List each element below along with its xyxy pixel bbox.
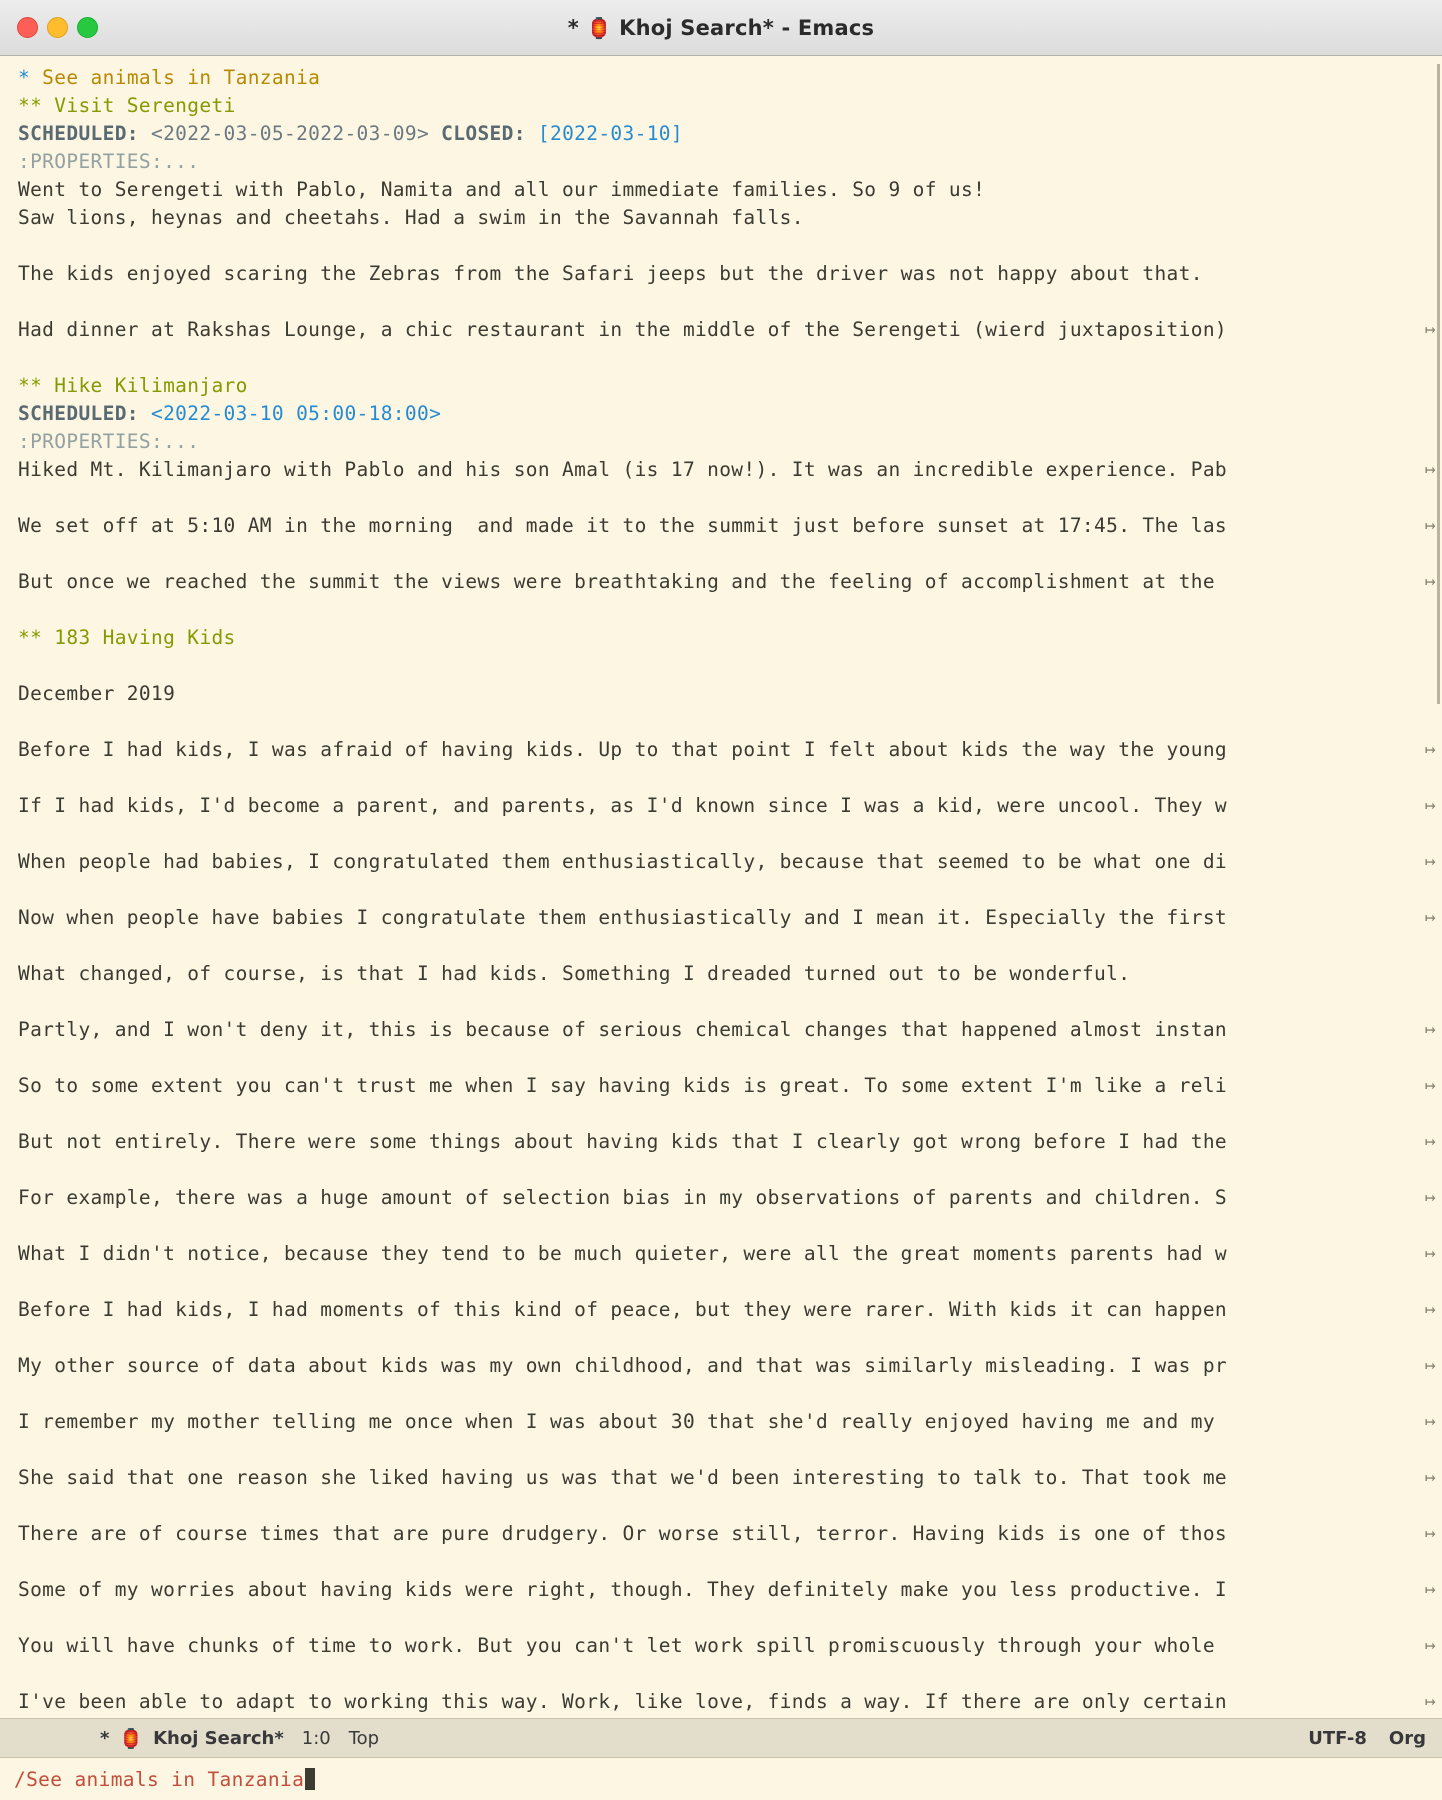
org-paragraph: The kids enjoyed scaring the Zebras from the Safari jeeps but the driver was not happy about that. <box>18 262 1203 285</box>
org-planning-line-serengeti: SCHEDULED: <2022-03-05-2022-03-09> CLOSED: [2022-03-10] <box>18 122 683 145</box>
org-date-line: December 2019 <box>18 682 176 705</box>
line-continuation-icon: ↦ <box>1424 795 1436 816</box>
window-title-prefix: * <box>567 15 587 40</box>
minibuffer-text: /See animals in Tanzania <box>14 1767 305 1791</box>
line-continuation-icon: ↦ <box>1424 459 1436 480</box>
blank-line <box>18 540 1442 568</box>
mode-line-coding-system: UTF-8 <box>1308 1727 1367 1749</box>
line-continuation-icon: ↦ <box>1424 1411 1436 1432</box>
minibuffer[interactable] <box>0 1758 1442 1800</box>
minimize-button[interactable] <box>47 17 68 38</box>
blank-line <box>18 1380 1442 1408</box>
org-properties-drawer-kilimanjaro[interactable]: :PROPERTIES:... <box>18 430 200 453</box>
blank-line <box>18 1324 1442 1352</box>
line-continuation-icon: ↦ <box>1424 1523 1436 1544</box>
org-bullet-icon: * <box>18 66 31 89</box>
blank-line <box>18 708 1442 736</box>
line-continuation-icon: ↦ <box>1424 1019 1436 1040</box>
buffer-text-area[interactable] <box>0 56 1442 1718</box>
org-paragraph: Partly, and I won't deny it, this is because of serious chemical changes that happened almost instan ↦ <box>18 1016 1442 1044</box>
window-title <box>0 16 1442 40</box>
blank-line <box>18 596 1442 624</box>
blank-line <box>18 344 1442 372</box>
blank-line <box>18 1100 1442 1128</box>
khoj-lantern-icon: 🏮 <box>119 1727 144 1750</box>
org-paragraph: You will have chunks of time to work. But you can't let work spill promiscuously through your whole ↦ <box>18 1632 1442 1660</box>
blank-line <box>18 1604 1442 1632</box>
line-continuation-icon: ↦ <box>1424 571 1436 592</box>
blank-line <box>18 1492 1442 1520</box>
blank-line <box>18 988 1442 1016</box>
org-paragraph: We set off at 5:10 AM in the morning and made it to the summit just before sunset at 17:45. The las ↦ <box>18 512 1442 540</box>
blank-line <box>18 820 1442 848</box>
org-paragraph: Some of my worries about having kids were right, though. They definitely make you less productive. I ↦ <box>18 1576 1442 1604</box>
org-paragraph: Hiked Mt. Kilimanjaro with Pablo and his son Amal (is 17 now!). It was an incredible experience. Pab ↦ <box>18 456 1442 484</box>
mode-line-right <box>1308 1728 1426 1749</box>
org-paragraph: Had dinner at Rakshas Lounge, a chic restaurant in the middle of the Serengeti (wierd juxtaposition) ↦ <box>18 316 1442 344</box>
org-paragraph: What changed, of course, is that I had kids. Something I dreaded turned out to be wonderful. <box>18 962 1131 985</box>
line-continuation-icon: ↦ <box>1424 1635 1436 1656</box>
line-continuation-icon: ↦ <box>1424 1579 1436 1600</box>
org-body-line: Went to Serengeti with Pablo, Namita and all our immediate families. So 9 of us! <box>18 178 986 201</box>
org-paragraph: Before I had kids, I was afraid of having kids. Up to that point I felt about kids the way the young ↦ <box>18 736 1442 764</box>
mode-line-buffer-info <box>100 1727 379 1750</box>
line-continuation-icon: ↦ <box>1424 1243 1436 1264</box>
blank-line <box>18 1268 1442 1296</box>
line-continuation-icon: ↦ <box>1424 851 1436 872</box>
buffer-lines <box>0 64 1442 1716</box>
org-heading-level1-text: See animals in Tanzania <box>30 66 321 89</box>
blank-line <box>18 1044 1442 1072</box>
text-cursor <box>305 1768 315 1790</box>
khoj-lantern-icon: 🏮 <box>586 15 612 40</box>
zoom-button[interactable] <box>77 17 98 38</box>
line-continuation-icon: ↦ <box>1424 319 1436 340</box>
blank-line <box>18 1156 1442 1184</box>
org-paragraph: I remember my mother telling me once when I was about 30 that she'd really enjoyed having me and my ↦ <box>18 1408 1442 1436</box>
line-continuation-icon: ↦ <box>1424 1467 1436 1488</box>
org-body-line: Saw lions, heynas and cheetahs. Had a swim in the Savannah falls. <box>18 206 804 229</box>
mode-line-scroll-state: Top <box>348 1727 380 1749</box>
line-continuation-icon: ↦ <box>1424 515 1436 536</box>
org-planning-line-kilimanjaro: SCHEDULED: <2022-03-10 05:00-18:00> <box>18 402 442 425</box>
org-properties-drawer-serengeti[interactable]: :PROPERTIES:... <box>18 150 200 173</box>
blank-line <box>18 1660 1442 1688</box>
blank-line <box>18 876 1442 904</box>
org-paragraph: But not entirely. There were some things about having kids that I clearly got wrong before I had the ↦ <box>18 1128 1442 1156</box>
line-continuation-icon: ↦ <box>1424 907 1436 928</box>
org-paragraph: My other source of data about kids was my own childhood, and that was similarly misleading. I was pr ↦ <box>18 1352 1442 1380</box>
org-heading-level1[interactable] <box>18 64 1442 92</box>
blank-line <box>18 232 1442 260</box>
mode-line-major-mode[interactable]: Org <box>1388 1727 1426 1749</box>
line-continuation-icon: ↦ <box>1424 1131 1436 1152</box>
org-paragraph: Before I had kids, I had moments of this kind of peace, but they were rarer. With kids it can happen ↦ <box>18 1296 1442 1324</box>
blank-line <box>18 1436 1442 1464</box>
blank-line <box>18 1548 1442 1576</box>
org-heading-having-kids[interactable]: ** 183 Having Kids <box>18 626 236 649</box>
org-paragraph: What I didn't notice, because they tend to be much quieter, were all the great moments parents had w ↦ <box>18 1240 1442 1268</box>
title-bar <box>0 0 1442 56</box>
org-paragraph: So to some extent you can't trust me when I say having kids is great. To some extent I'm like a reli ↦ <box>18 1072 1442 1100</box>
close-button[interactable] <box>17 17 38 38</box>
blank-line <box>18 932 1442 960</box>
window-title-text: Khoj Search* - Emacs <box>619 15 875 40</box>
line-continuation-icon: ↦ <box>1424 739 1436 760</box>
blank-line <box>18 652 1442 680</box>
mode-line-position: 1:0 <box>301 1727 331 1749</box>
line-continuation-icon: ↦ <box>1424 1075 1436 1096</box>
org-paragraph: She said that one reason she liked having us was that we'd been interesting to talk to. That took me ↦ <box>18 1464 1442 1492</box>
org-paragraph: For example, there was a huge amount of selection bias in my observations of parents and children. S ↦ <box>18 1184 1442 1212</box>
org-paragraph: I've been able to adapt to working this way. Work, like love, finds a way. If there are only certain ↦ <box>18 1688 1442 1716</box>
line-continuation-icon: ↦ <box>1424 1187 1436 1208</box>
org-paragraph: But once we reached the summit the views were breathtaking and the feeling of accomplishment at the ↦ <box>18 568 1442 596</box>
mode-line-buffer-name[interactable]: Khoj Search* <box>153 1727 284 1749</box>
org-paragraph: Now when people have babies I congratulate them enthusiastically and I mean it. Especially the first ↦ <box>18 904 1442 932</box>
blank-line <box>18 1212 1442 1240</box>
org-paragraph: There are of course times that are pure drudgery. Or worse still, terror. Having kids is one of thos ↦ <box>18 1520 1442 1548</box>
blank-line <box>18 764 1442 792</box>
line-continuation-icon: ↦ <box>1424 1355 1436 1376</box>
org-heading-visit-serengeti[interactable]: ** Visit Serengeti <box>18 94 236 117</box>
blank-line <box>18 288 1442 316</box>
blank-line <box>18 484 1442 512</box>
mode-line <box>0 1718 1442 1758</box>
line-continuation-icon: ↦ <box>1424 1691 1436 1712</box>
window-controls <box>17 17 98 38</box>
mode-line-buffer-prefix: * <box>100 1727 110 1749</box>
line-continuation-icon: ↦ <box>1424 1299 1436 1320</box>
org-paragraph: If I had kids, I'd become a parent, and parents, as I'd known since I was a kid, were uncool. They w ↦ <box>18 792 1442 820</box>
org-paragraph: When people had babies, I congratulated them enthusiastically, because that seemed to be what one di ↦ <box>18 848 1442 876</box>
org-heading-hike-kilimanjaro[interactable]: ** Hike Kilimanjaro <box>18 374 248 397</box>
